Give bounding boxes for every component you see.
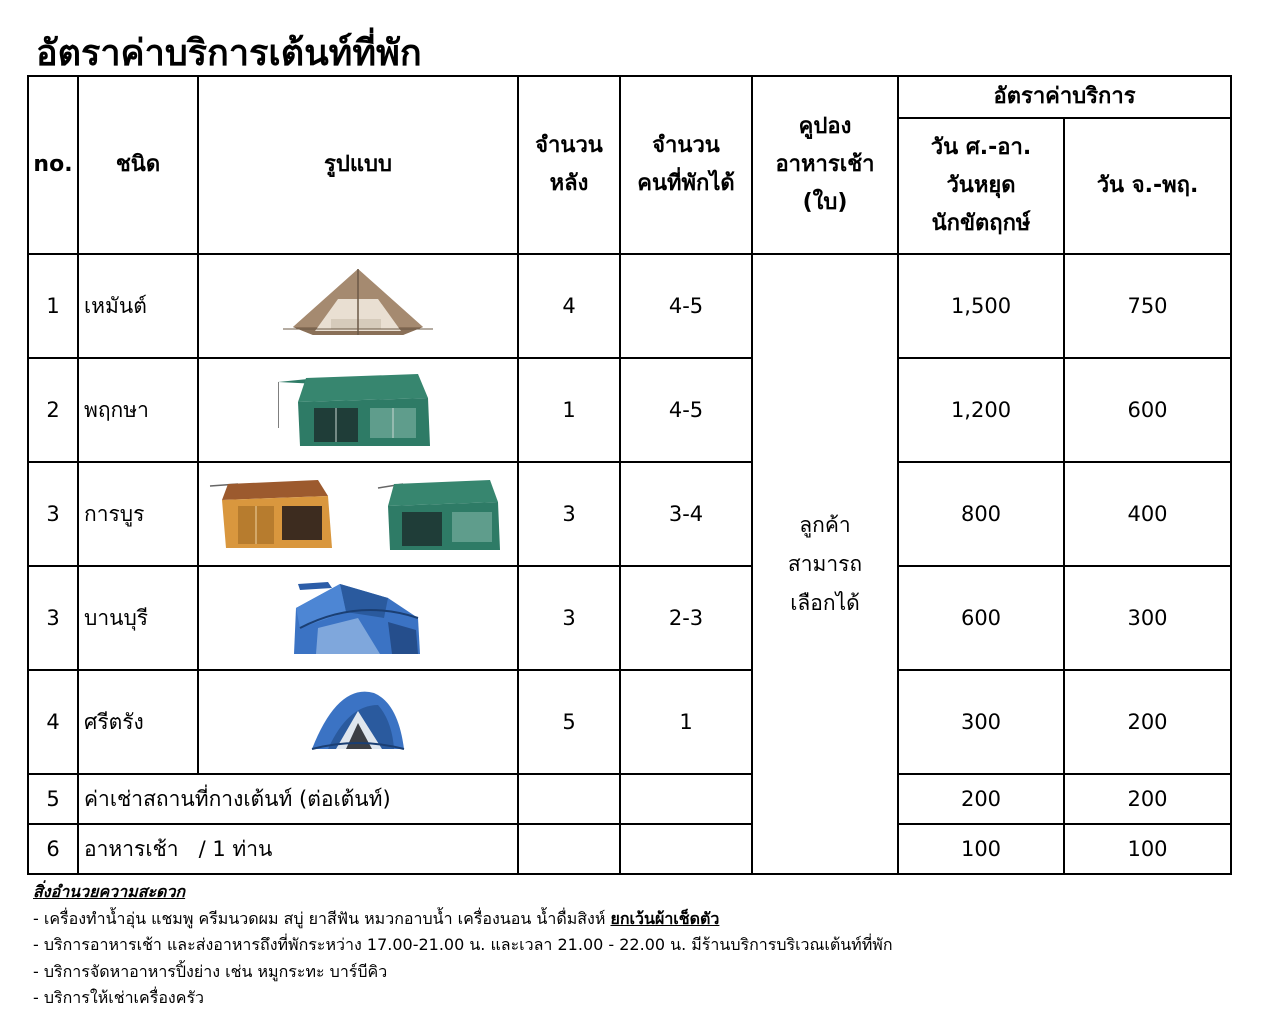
- header-weekday: วัน จ.-พฤ.: [1064, 118, 1231, 254]
- header-weekend-line1: วัน ศ.-อา.: [930, 135, 1032, 160]
- header-capacity: [620, 76, 752, 254]
- table-row: [28, 462, 1231, 566]
- row-image: [198, 670, 518, 774]
- coupon-note: [752, 254, 898, 874]
- row-image: [198, 254, 518, 358]
- row-count: 3: [518, 566, 620, 670]
- row-weekend-rate: 1,500: [898, 254, 1064, 358]
- row-count: 3: [518, 462, 620, 566]
- row-count: 4: [518, 254, 620, 358]
- orange-and-green-cabin-tent-icon: [208, 474, 508, 554]
- row-no: 1: [28, 254, 78, 358]
- header-coupon-line2: อาหารเช้า: [775, 152, 875, 177]
- header-coupon-line3: (ใบ): [802, 190, 848, 215]
- row-weekday-rate: 300: [1064, 566, 1231, 670]
- row-weekend-rate: 1,200: [898, 358, 1064, 462]
- row-no: 3: [28, 462, 78, 566]
- table-row: [28, 670, 1231, 774]
- row-capacity: 2-3: [620, 566, 752, 670]
- row-type: พฤกษา: [78, 358, 198, 462]
- row-type: บานบุรี: [78, 566, 198, 670]
- header-weekend-line2: วันหยุด: [946, 173, 1016, 198]
- row-label: อาหารเช้า / 1 ท่าน: [78, 824, 518, 874]
- row-weekday-rate: 200: [1064, 670, 1231, 774]
- row-no: 2: [28, 358, 78, 462]
- row-capacity: [620, 774, 752, 824]
- header-rate-group: อัตราค่าบริการ: [898, 76, 1231, 118]
- row-type: ศรีตรัง: [78, 670, 198, 774]
- header-style: รูปแบบ: [198, 76, 518, 254]
- row-no: 3: [28, 566, 78, 670]
- row-count: [518, 824, 620, 874]
- coupon-note-line1: ลูกค้า: [799, 512, 851, 537]
- blue-tunnel-tent-icon: [288, 578, 428, 658]
- header-count-line1: จำนวน: [535, 133, 603, 158]
- header-count: [518, 76, 620, 254]
- amenities-notes: [33, 879, 893, 1012]
- bell-tent-icon: [283, 265, 433, 347]
- page-title: อัตราค่าบริการเต้นท์ที่พัก: [36, 33, 422, 74]
- row-weekend-rate: 200: [898, 774, 1064, 824]
- row-weekend-rate: 100: [898, 824, 1064, 874]
- row-label: ค่าเช่าสถานที่กางเต้นท์ (ต่อเต้นท์): [78, 774, 518, 824]
- blue-dome-tent-icon: [308, 687, 408, 757]
- amenities-exception: ยกเว้นผ้าเช็ดตัว: [610, 908, 720, 928]
- header-row-1: [28, 76, 1231, 118]
- row-capacity: 1: [620, 670, 752, 774]
- row-weekend-rate: 800: [898, 462, 1064, 566]
- rate-table: [27, 75, 1232, 875]
- header-weekend: [898, 118, 1064, 254]
- row-image: [198, 462, 518, 566]
- amenities-line: [33, 906, 893, 933]
- row-count: 1: [518, 358, 620, 462]
- table-row: [28, 824, 1231, 874]
- header-coupon-line1: คูปอง: [798, 114, 852, 139]
- header-count-line2: หลัง: [549, 171, 589, 196]
- header-capacity-line2: คนที่พักได้: [637, 171, 735, 196]
- row-weekday-rate: 200: [1064, 774, 1231, 824]
- table-row: [28, 254, 1231, 358]
- header-weekend-line3: นักขัตฤกษ์: [931, 211, 1031, 236]
- row-count: [518, 774, 620, 824]
- row-image: [198, 358, 518, 462]
- table-row: [28, 774, 1231, 824]
- row-no: 4: [28, 670, 78, 774]
- green-cabin-tent-icon: [278, 368, 438, 452]
- row-capacity: 4-5: [620, 358, 752, 462]
- table-row: [28, 566, 1231, 670]
- coupon-note-line2: สามารถ: [787, 551, 863, 576]
- row-no: 5: [28, 774, 78, 824]
- amenities-line: - บริการอาหารเช้า และส่งอาหารถึงที่พักระหว่าง 17.00-21.00 น. และเวลา 21.00 - 22.00 น. มีร้านบริการบริเวณเต้นท์ที่พัก: [33, 935, 893, 954]
- row-weekday-rate: 400: [1064, 462, 1231, 566]
- amenities-line: - บริการให้เช่าเครื่องครัว: [33, 988, 205, 1007]
- row-weekday-rate: 600: [1064, 358, 1231, 462]
- row-no: 6: [28, 824, 78, 874]
- row-weekday-rate: 750: [1064, 254, 1231, 358]
- row-weekend-rate: 300: [898, 670, 1064, 774]
- amenities-heading: สิ่งอำนวยความสะดวก: [33, 882, 186, 901]
- row-weekday-rate: 100: [1064, 824, 1231, 874]
- header-coupon: [752, 76, 898, 254]
- coupon-note-line3: เลือกได้: [790, 590, 860, 615]
- table-row: [28, 358, 1231, 462]
- header-no: no.: [28, 76, 78, 254]
- header-capacity-line1: จำนวน: [652, 133, 720, 158]
- row-type: การบูร: [78, 462, 198, 566]
- row-count: 5: [518, 670, 620, 774]
- header-type: ชนิด: [78, 76, 198, 254]
- amenities-line-text: - เครื่องทำน้ำอุ่น แชมพู ครีมนวดผม สบู่ ยาสีฟัน หมวกอาบน้ำ เครื่องนอน น้ำดื่มสิงห์: [33, 908, 611, 928]
- row-capacity: 4-5: [620, 254, 752, 358]
- row-image: [198, 566, 518, 670]
- amenities-line: - บริการจัดหาอาหารปิ้งย่าง เช่น หมูกระทะ บาร์บีคิว: [33, 961, 388, 981]
- row-capacity: [620, 824, 752, 874]
- row-weekend-rate: 600: [898, 566, 1064, 670]
- row-capacity: 3-4: [620, 462, 752, 566]
- row-type: เหมันต์: [78, 254, 198, 358]
